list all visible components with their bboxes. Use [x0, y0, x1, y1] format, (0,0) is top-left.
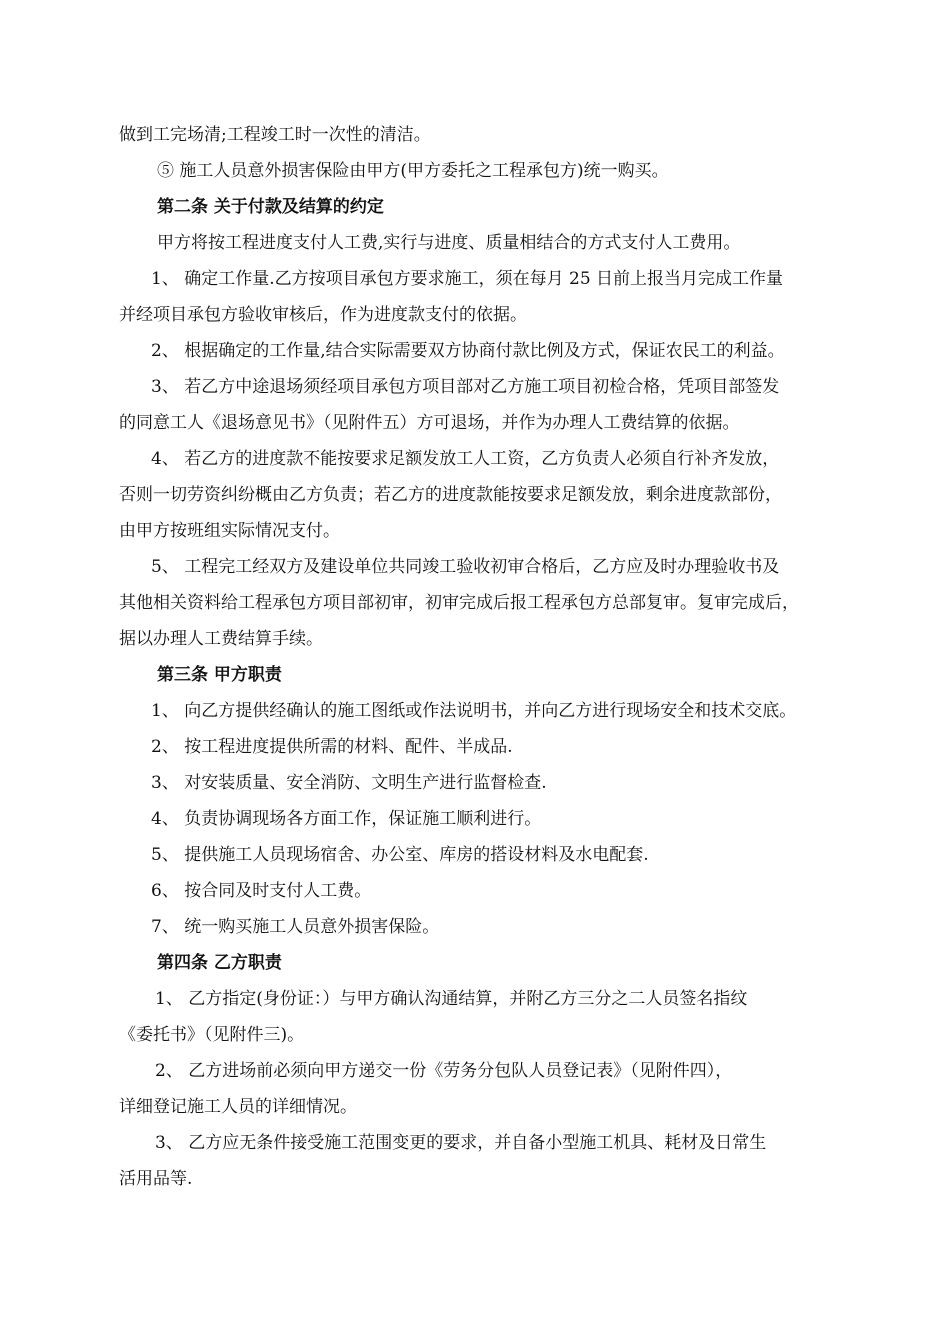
text-line: 否则一切劳资纠纷概由乙方负责；若乙方的进度款能按要求足额发放，剩余进度款部份，: [119, 485, 782, 505]
text-line: ⑤ 施工人员意外损害保险由甲方(甲方委托之工程承包方)统一购买。: [157, 161, 669, 181]
text-line: 甲方将按工程进度支付人工费,实行与进度、质量相结合的方式支付人工费用。: [157, 233, 741, 253]
text-line: 1、 向乙方提供经确认的施工图纸或作法说明书，并向乙方进行现场安全和技术交底。: [151, 701, 797, 721]
text-line: 4、 负责协调现场各方面工作，保证施工顺利进行。: [151, 809, 542, 829]
text-line: 7、 统一购买施工人员意外损害保险。: [151, 917, 440, 937]
text-line: 3、 若乙方中途退场须经项目承包方项目部对乙方施工项目初检合格，凭项目部签发: [151, 377, 780, 397]
text-line: 据以办理人工费结算手续。: [119, 629, 323, 649]
text-line: 1、 确定工作量.乙方按项目承包方要求施工，须在每月 25 日前上报当月完成工作量: [151, 269, 784, 289]
section-heading: 第二条 关于付款及结算的约定: [157, 197, 384, 217]
text-line: 2、 按工程进度提供所需的材料、配件、半成品.: [151, 737, 513, 757]
text-line: 3、 对安装质量、安全消防、文明生产进行监督检查.: [151, 773, 547, 793]
text-line: 其他相关资料给工程承包方项目部初审，初审完成后报工程承包方总部复审。复审完成后，: [119, 593, 799, 613]
text-line: 6、 按合同及时支付人工费。: [151, 881, 372, 901]
text-line: 2、 乙方进场前必须向甲方递交一份《劳务分包队人员登记表》（见附件四），: [155, 1061, 733, 1081]
text-line: 《委托书》（见附件三)。: [119, 1025, 305, 1045]
text-line: 1、 乙方指定(身份证：）与甲方确认沟通结算，并附乙方三分之二人员签名指纹: [155, 989, 748, 1009]
text-line: 2、 根据确定的工作量,结合实际需要双方协商付款比例及方式，保证农民工的利益。: [151, 341, 785, 361]
text-line: 详细登记施工人员的详细情况。: [119, 1097, 357, 1117]
text-line: 活用品等.: [119, 1169, 193, 1189]
text-line: 5、 工程完工经双方及建设单位共同竣工验收初审合格后，乙方应及时办理验收书及: [151, 557, 780, 577]
text-line: 的同意工人《退场意见书》（见附件五）方可退场，并作为办理人工费结算的依据。: [119, 413, 740, 433]
section-heading: 第三条 甲方职责: [157, 665, 282, 685]
text-line: 5、 提供施工人员现场宿舍、办公室、库房的搭设材料及水电配套.: [151, 845, 649, 865]
text-line: 由甲方按班组实际情况支付。: [119, 521, 340, 541]
text-line: 3、 乙方应无条件接受施工范围变更的要求，并自备小型施工机具、耗材及日常生: [155, 1133, 767, 1153]
text-line: 4、 若乙方的进度款不能按要求足额发放工人工资，乙方负责人必须自行补齐发放，: [151, 449, 780, 469]
text-line: 做到工完场清;工程竣工时一次性的清洁。: [119, 125, 431, 145]
text-line: 并经项目承包方验收审核后，作为进度款支付的依据。: [119, 305, 527, 325]
section-heading: 第四条 乙方职责: [157, 953, 282, 973]
